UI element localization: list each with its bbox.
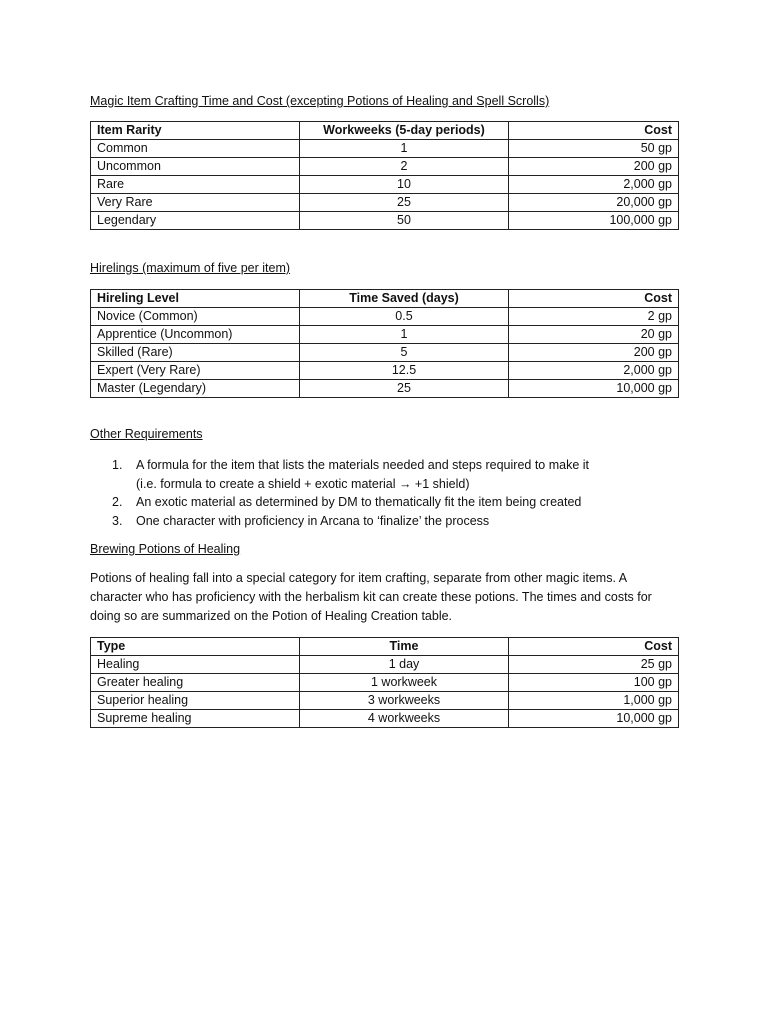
table-cell: 2 xyxy=(300,158,509,176)
table-cell: 20 gp xyxy=(509,326,679,344)
crafting-table xyxy=(90,121,679,230)
table-cell: 1,000 gp xyxy=(509,692,679,710)
table-cell: 2 gp xyxy=(509,308,679,326)
header-cell: Cost xyxy=(509,638,679,656)
table-cell: 200 gp xyxy=(509,158,679,176)
header-cell: Workweeks (5-day periods) xyxy=(300,122,509,140)
table-row xyxy=(91,362,679,380)
table-cell: Uncommon xyxy=(91,158,300,176)
table-cell: 4 workweeks xyxy=(300,710,509,728)
list-text-continued: (i.e. formula to create a shield + exotic material → +1 shield) xyxy=(136,476,470,491)
table-cell: 10 xyxy=(300,176,509,194)
table-cell: 12.5 xyxy=(300,362,509,380)
requirements-list xyxy=(90,456,726,530)
list-text: One character with proficiency in Arcana to ‘finalize’ the process xyxy=(136,513,490,528)
table-cell: 1 xyxy=(300,326,509,344)
table-row xyxy=(91,380,679,398)
list-item xyxy=(112,456,726,493)
table-cell: 25 xyxy=(300,380,509,398)
list-number: 1. xyxy=(112,458,123,472)
table-cell: 50 gp xyxy=(509,140,679,158)
header-cell: Time xyxy=(300,638,509,656)
requirements-heading: Other Requirements xyxy=(90,427,203,441)
potions-paragraph: Potions of healing fall into a special category for item crafting, separate from other magic items. A character who has proficiency with the herbalism kit can create these potions. The times and costs for doing so are summarized on the Potion of Healing Creation table. xyxy=(90,571,652,623)
table-cell: Common xyxy=(91,140,300,158)
list-item xyxy=(112,512,726,531)
table-row xyxy=(91,194,679,212)
table-row xyxy=(91,176,679,194)
table-cell: 200 gp xyxy=(509,344,679,362)
table-cell: Expert (Very Rare) xyxy=(91,362,300,380)
potions-heading: Brewing Potions of Healing xyxy=(90,542,241,556)
table-cell: Greater healing xyxy=(91,674,300,692)
list-item xyxy=(112,493,726,512)
table-row xyxy=(91,656,679,674)
table-header-row xyxy=(91,638,679,656)
table-cell: Supreme healing xyxy=(91,710,300,728)
table-cell: Legendary xyxy=(91,212,300,230)
hirelings-heading: Hirelings (maximum of five per item) xyxy=(90,261,291,275)
table-cell: 25 xyxy=(300,194,509,212)
header-cell: Type xyxy=(91,638,300,656)
table-cell: 10,000 gp xyxy=(509,380,679,398)
table-row xyxy=(91,692,679,710)
table-row xyxy=(91,344,679,362)
potions-table xyxy=(90,637,679,728)
table-cell: 50 xyxy=(300,212,509,230)
table-cell: 5 xyxy=(300,344,509,362)
header-cell: Time Saved (days) xyxy=(300,290,509,308)
table-cell: Skilled (Rare) xyxy=(91,344,300,362)
table-row xyxy=(91,308,679,326)
table-cell: Master (Legendary) xyxy=(91,380,300,398)
crafting-heading: Magic Item Crafting Time and Cost (excepting Potions of Healing and Spell Scrolls) xyxy=(90,94,550,108)
table-cell: 1 xyxy=(300,140,509,158)
table-row xyxy=(91,674,679,692)
list-text: An exotic material as determined by DM to thematically fit the item being created xyxy=(136,495,582,509)
table-cell: 0.5 xyxy=(300,308,509,326)
table-row xyxy=(91,710,679,728)
table-cell: 2,000 gp xyxy=(509,176,679,194)
table-cell: Apprentice (Uncommon) xyxy=(91,326,300,344)
table-cell: 25 gp xyxy=(509,656,679,674)
table-row xyxy=(91,326,679,344)
list-number: 3. xyxy=(112,513,123,528)
table-cell: Rare xyxy=(91,176,300,194)
table-header-row xyxy=(91,290,679,308)
table-cell: 100 gp xyxy=(509,674,679,692)
header-cell: Cost xyxy=(509,122,679,140)
table-cell: Superior healing xyxy=(91,692,300,710)
table-cell: Healing xyxy=(91,656,300,674)
header-cell: Cost xyxy=(509,290,679,308)
table-cell: 1 workweek xyxy=(300,674,509,692)
header-cell: Hireling Level xyxy=(91,290,300,308)
table-cell: Very Rare xyxy=(91,194,300,212)
table-cell: Novice (Common) xyxy=(91,308,300,326)
table-row xyxy=(91,158,679,176)
table-cell: 2,000 gp xyxy=(509,362,679,380)
table-cell: 3 workweeks xyxy=(300,692,509,710)
header-cell: Item Rarity xyxy=(91,122,300,140)
list-number: 2. xyxy=(112,495,123,509)
hirelings-table xyxy=(90,289,679,398)
list-text: A formula for the item that lists the materials needed and steps required to make it xyxy=(136,458,590,472)
table-row xyxy=(91,140,679,158)
table-row xyxy=(91,212,679,230)
table-header-row xyxy=(91,122,679,140)
table-cell: 1 day xyxy=(300,656,509,674)
table-cell: 10,000 gp xyxy=(509,710,679,728)
table-cell: 20,000 gp xyxy=(509,194,679,212)
table-cell: 100,000 gp xyxy=(509,212,679,230)
